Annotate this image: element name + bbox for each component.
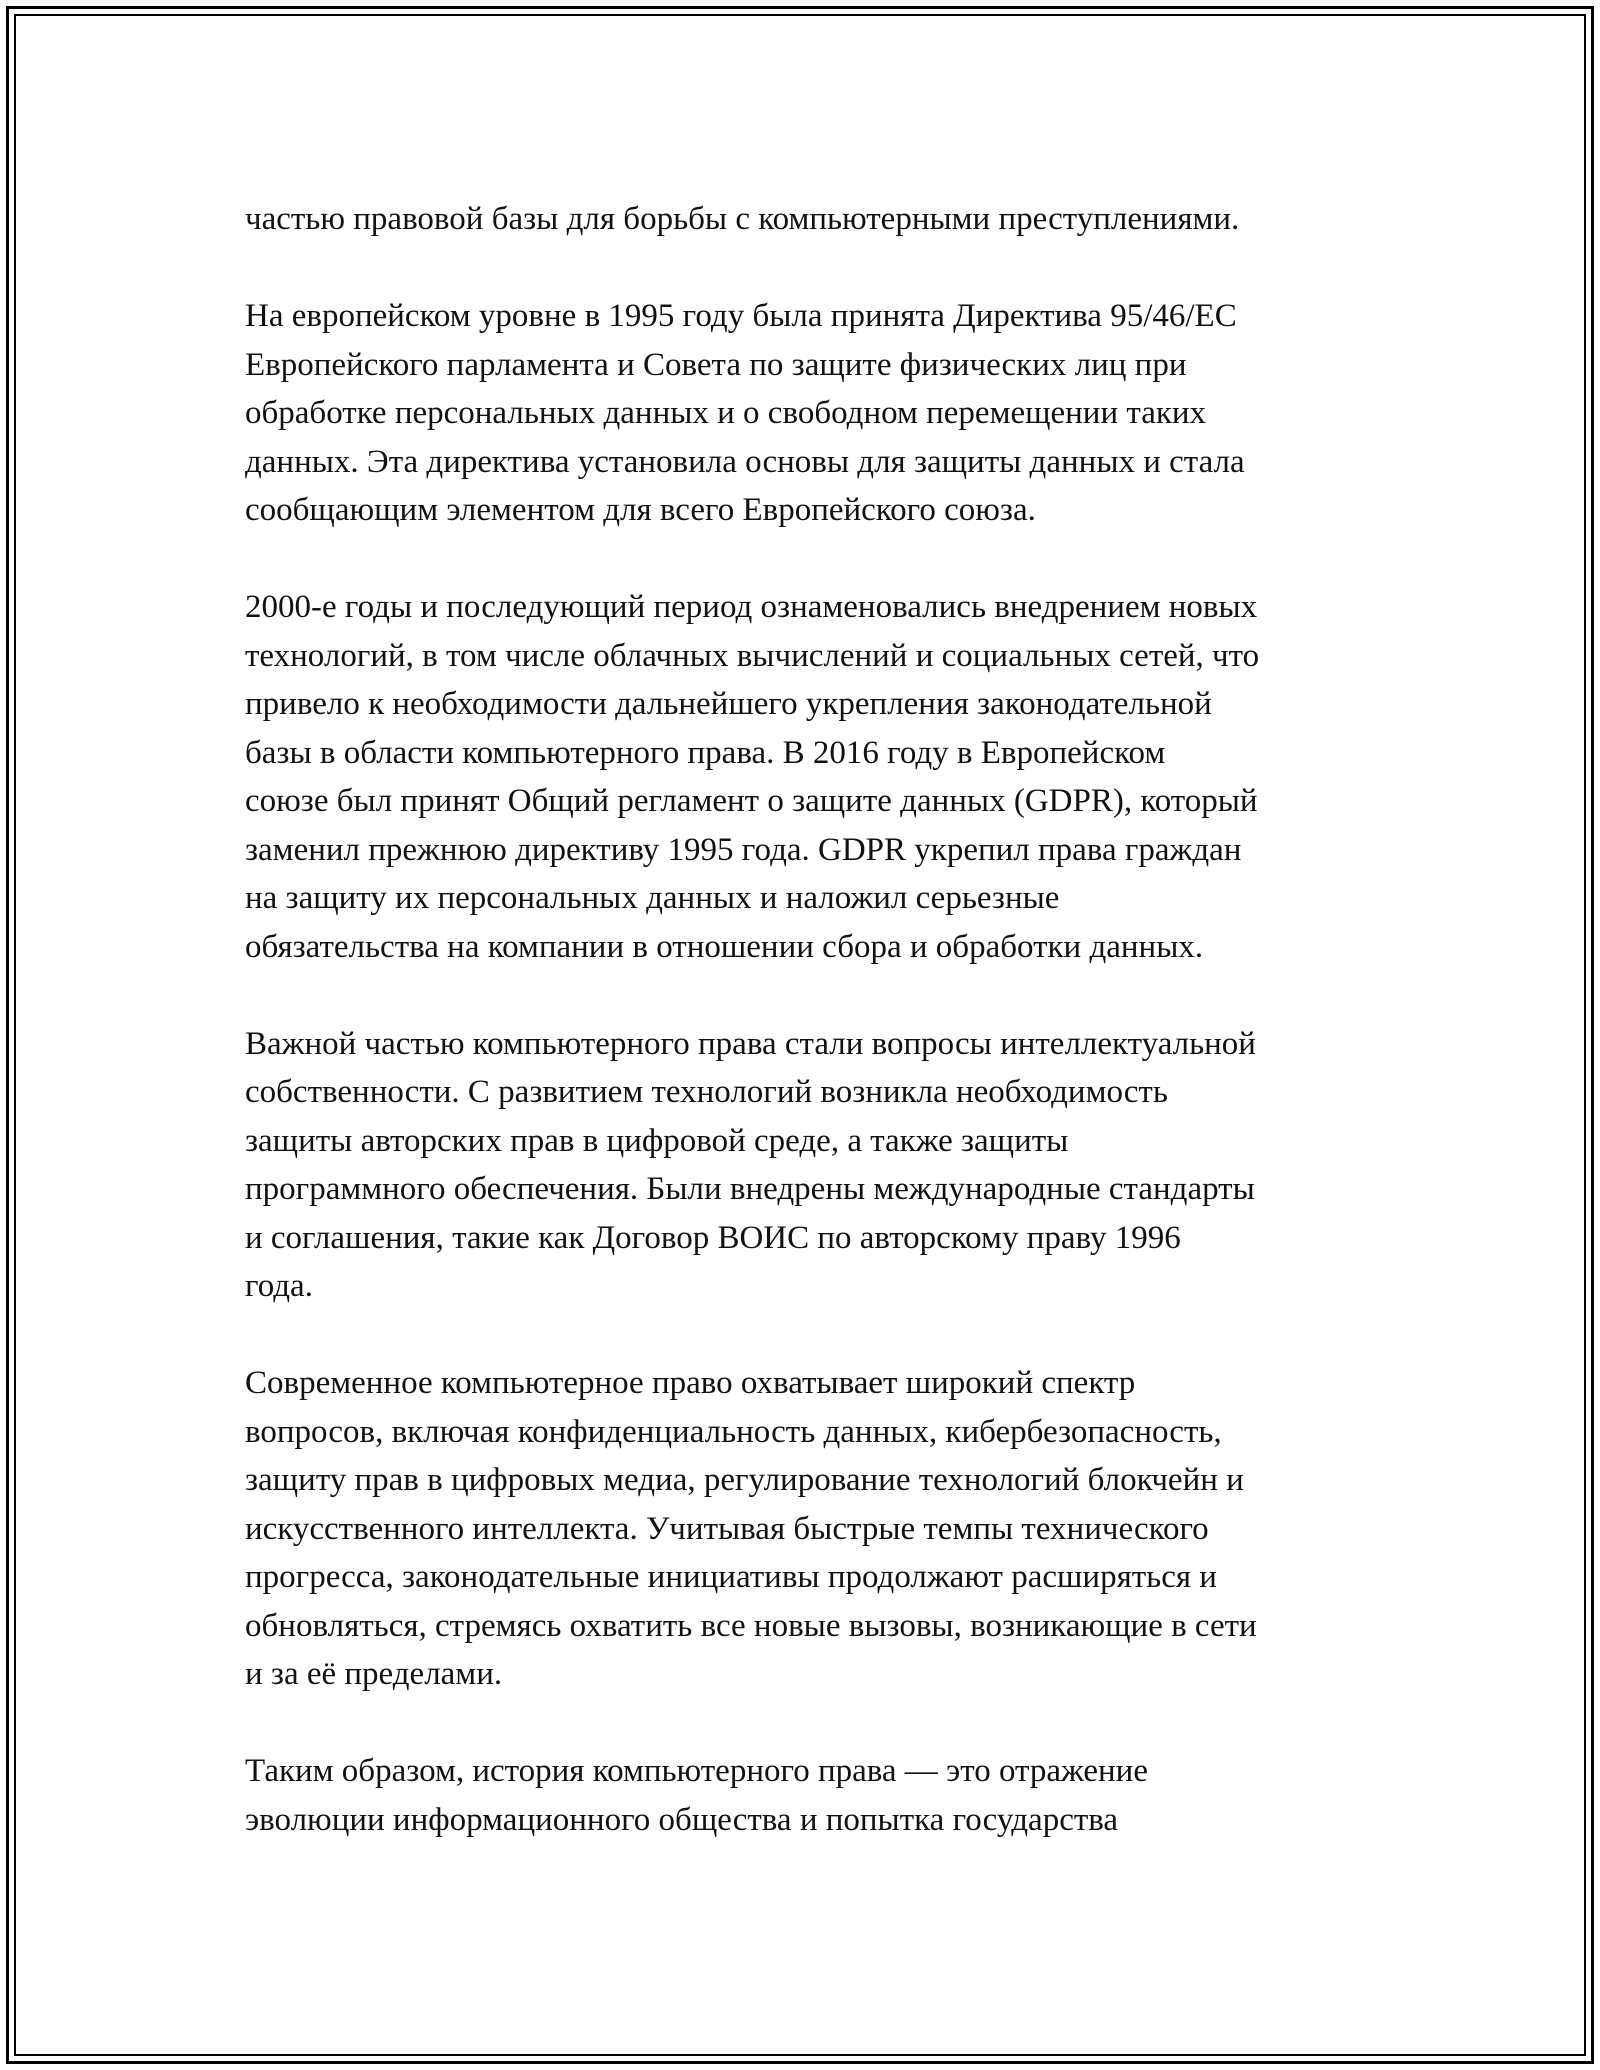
paragraph-5: Современное компьютерное право охватывает широкий спектр вопросов, включая конфиденциальность данных, кибербезопасность, защиту прав в цифровых медиа, регулирование технологий блокчейн и искусственного интеллекта. Учитывая быстрые темпы технического прогресса, законодательные инициативы продолжают расширяться и обновляться, стремясь охватить все новые вызовы, возникающие в сети и за её пределами. (245, 1365, 1257, 1692)
paragraph-4: Важной частью компьютерного права стали вопросы интеллектуальной собственности. С развитием технологий возникла необходимость защиты авторских прав в цифровой среде, а также защиты программного обеспечения. Были внедрены международные стандарты и соглашения, такие как Договор ВОИС по авторскому праву 1996 года. (245, 1025, 1256, 1304)
paragraph-1: частью правовой базы для борьбы с компьютерными преступлениями. (245, 201, 1240, 237)
document-page (6, 6, 1594, 2064)
paragraph-6: Таким образом, история компьютерного права — это отражение эволюции информационного общества и попытка государства (245, 1753, 1148, 1838)
paragraph-2: На европейском уровне в 1995 году была принята Директива 95/46/ЕС Европейского парламента и Совета по защите физических лиц при обработке персональных данных и о свободном перемещении таких данных. Эта директива установила основы для защиты данных и стала сообщающим элементом для всего Европейского союза. (245, 298, 1245, 528)
document-body (245, 195, 1395, 1893)
paragraph-3: 2000-е годы и последующий период ознаменовались внедрением новых технологий, в том числе облачных вычислений и социальных сетей, что привело к необходимости дальнейшего укрепления законодательной базы в области компьютерного права. В 2016 году в Европейском союзе был принят Общий регламент о защите данных (GDPR), который заменил прежнюю директиву 1995 года. GDPR укрепил права граждан на защиту их персональных данных и наложил серьезные обязательства на компании в отношении сбора и обработки данных. (245, 589, 1260, 965)
